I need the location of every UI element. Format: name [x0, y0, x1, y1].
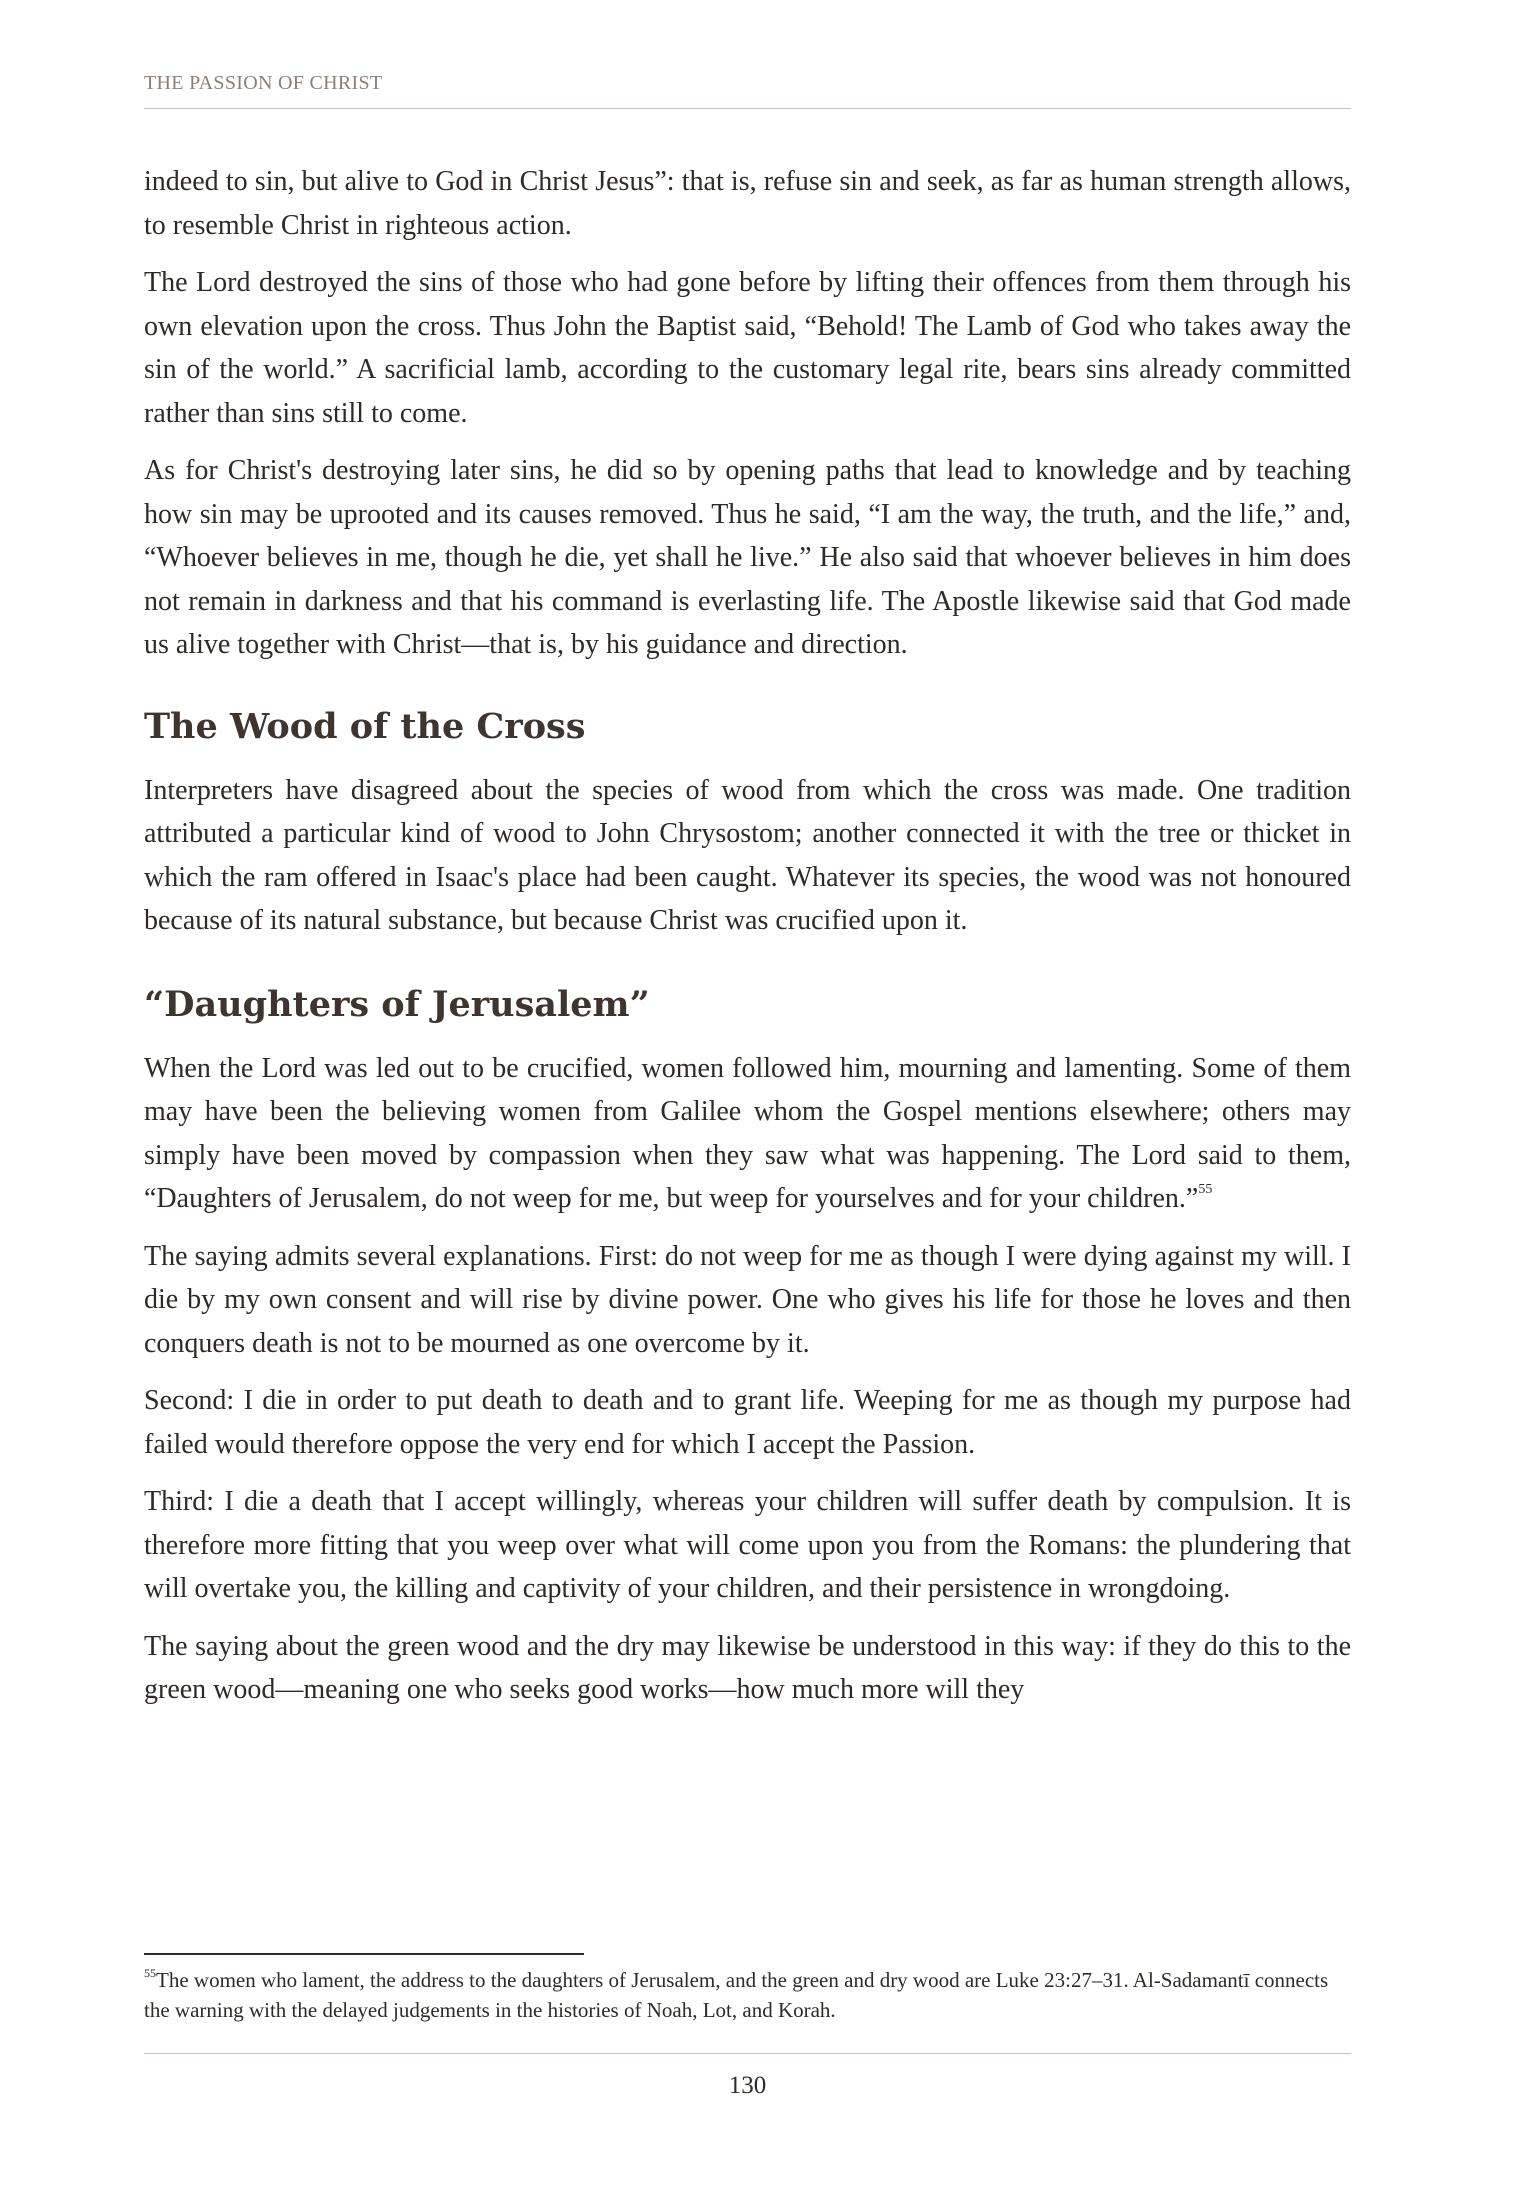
paragraph: Second: I die in order to put death to death and to grant life. Weeping for me as though my purpose had failed would therefore oppose the very end for which I accept the Passion. — [144, 1385, 1351, 1460]
paragraph: indeed to sin, but alive to God in Christ Jesus”: that is, refuse sin and seek, as far as human strength allows, to resemble Christ in righteous action. — [144, 166, 1351, 241]
paragraph-text: When the Lord was led out to be crucified, women followed him, mourning and lamenting. Some of them may have been the believing women from Galilee whom the Gospel mentions elsewhere; others may simply have been moved by compassion when they saw what was happening. The Lord said to them, “Daughters of Jerusalem, do not weep for me, but weep for yourselves and for your children.” — [144, 1052, 1351, 1214]
paragraph: Interpreters have disagreed about the species of wood from which the cross was made. One tradition attributed a particular kind of wood to John Chrysostom; another connected it with the tree or thicket in which the ram offered in Isaac's place had been caught. Whatever its species, the wood was not honoured because of its natural substance, but because Christ was crucified upon it. — [144, 774, 1351, 936]
paragraph: The saying about the green wood and the dry may likewise be understood in this way: if they do this to the green wood—meaning one who seeks good works—how much more will they — [144, 1630, 1351, 1705]
section-heading-daughters: “Daughters of Jerusalem” — [144, 983, 650, 1025]
main-text — [144, 160, 1351, 1726]
paragraph: As for Christ's destroying later sins, he did so by opening paths that lead to knowledge and by teaching how sin may be uprooted and its causes removed. Thus he said, “I am the way, the truth, and the life,” and, “Whoever believes in me, though he die, yet shall he live.” He also said that whoever believes in him does not remain in darkness and that his command is everlasting life. The Apostle likewise said that God made us alive together with Christ—that is, by his guidance and direction. — [144, 455, 1351, 660]
page-number: 130 — [728, 2072, 767, 2099]
footnote-text: The women who lament, the address to the daughters of Jerusalem, and the green and dry wood are Luke 23:27–31. Al-Sadamantī connects the warning with the delayed judgements in the histories of Noah, Lot, and Korah. — [144, 1968, 1329, 2022]
running-head: THE PASSION OF CHRIST — [144, 72, 383, 94]
book-page — [144, 0, 1351, 2200]
footnote-reference[interactable]: 55 — [1198, 1182, 1213, 1197]
footnote — [144, 1965, 1351, 2025]
footnote-number: 55 — [144, 1966, 156, 1980]
footer-rule — [144, 2053, 1351, 2054]
footnote-rule — [144, 1953, 584, 1955]
paragraph — [144, 1047, 1351, 1221]
section-heading-wood: The Wood of the Cross — [144, 705, 586, 747]
paragraph: The Lord destroyed the sins of those who had gone before by lifting their offences from them through his own elevation upon the cross. Thus John the Baptist said, “Behold! The Lamb of God who takes away the sin of the world.” A sacrificial lamb, according to the customary legal rite, bears sins already committed rather than sins still to come. — [144, 267, 1351, 429]
paragraph: Third: I die a death that I accept willingly, whereas your children will suffer death by compulsion. It is therefore more fitting that you weep over what will come upon you from the Romans: the plundering that will overtake you, the killing and captivity of your children, and their persistence in wrongdoing. — [144, 1486, 1351, 1604]
paragraph: The saying admits several explanations. First: do not weep for me as though I were dying against my will. I die by my own consent and will rise by divine power. One who gives his life for those he loves and then conquers death is not to be mourned as one overcome by it. — [144, 1240, 1351, 1359]
header-rule — [144, 108, 1351, 109]
